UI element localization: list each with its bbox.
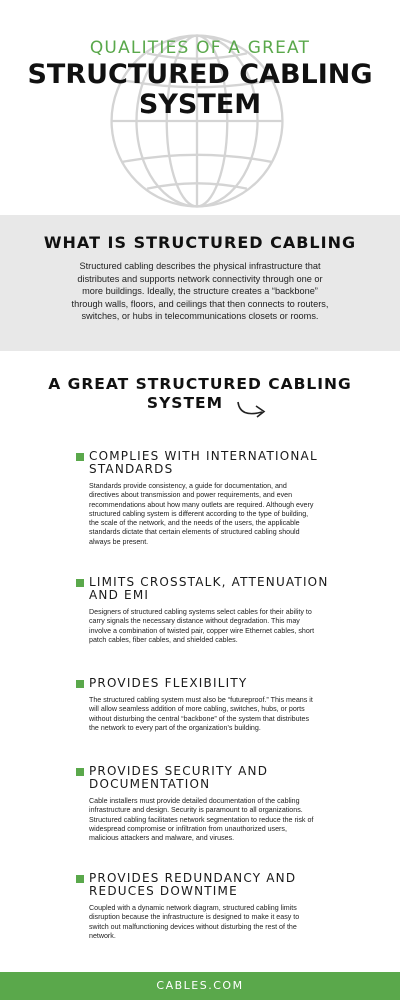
quality-title: PROVIDES FLEXIBILITY	[89, 676, 248, 690]
page-title	[0, 60, 400, 120]
title-line-2: SYSTEM	[138, 89, 262, 120]
quality-title: PROVIDES SECURITY AND DOCUMENTATION	[89, 764, 269, 791]
quality-body: Standards provide consistency, a guide for documentation, and directives about transmission and power requirements, and even recommendations about how many outlets are required. Although every structured cabling system is different according to the type of building, the scale of the network, and the needs of the users, the applicable standards dictate that certain elements of structured cabling should always be present.	[89, 482, 314, 546]
square-bullet-icon	[76, 680, 84, 688]
quality-title: LIMITS CROSSTALK, ATTENUATION AND EMI	[89, 575, 329, 602]
quality-item-redundancy	[76, 872, 331, 941]
great-heading-line-1: A GREAT STRUCTURED CABLING	[48, 375, 352, 393]
what-is-body: Structured cabling describes the physical infrastructure that distributes and supports network connectivity through one or more buildings. Ideally, the structure creates a “backbone” through walls, floors, and ceilings that then connects to routers, switches, or hubs in telecommunications closets or rooms.	[71, 261, 329, 322]
square-bullet-icon	[76, 768, 84, 776]
footer-brand: CABLES.COM	[0, 972, 400, 1000]
hero-header	[0, 0, 400, 215]
great-heading	[30, 375, 370, 413]
quality-title: PROVIDES REDUNDANCY AND REDUCES DOWNTIME	[89, 871, 297, 898]
square-bullet-icon	[76, 875, 84, 883]
curved-arrow-icon	[236, 396, 270, 422]
what-is-heading: WHAT IS STRUCTURED CABLING	[43, 233, 357, 252]
quality-item-security	[76, 765, 331, 843]
title-line-1: STRUCTURED CABLING	[27, 59, 373, 90]
quality-body: Cable installers must provide detailed documentation of the cabling infrastructure and design. Security is paramount to all organizations. Structured cabling facilitates network segmentation to reduce the risk of widespread compromise or infiltration from unauthorized users, malicious attackers and malware, and viruses.	[89, 797, 314, 843]
hero-eyebrow: QUALITIES OF A GREAT	[89, 38, 311, 58]
great-heading-line-2: SYSTEM	[146, 394, 224, 412]
quality-body: Coupled with a dynamic network diagram, structured cabling limits disruption because the infrastructure is designed to make it easy to switch out malfunctioning devices without disturbing the rest of the network.	[89, 904, 300, 940]
quality-body: The structured cabling system must also be “futureproof.” This means it will allow seamless addition of more cabling, switches, hubs, or ports without disturbing the central “backbone” of the system that distributes the network to every part of the organization’s building.	[89, 696, 313, 732]
quality-body: Designers of structured cabling systems select cables for their ability to carry signals the necessary distance without degradation. This may involve a combination of twisted pair, copper wire Ethernet cables, short patch cables, fiber cables, and shielded cables.	[89, 608, 315, 644]
square-bullet-icon	[76, 453, 84, 461]
what-is-section	[0, 215, 400, 351]
quality-item-flexibility	[76, 677, 331, 733]
quality-title: COMPLIES WITH INTERNATIONAL STANDARDS	[89, 449, 318, 476]
quality-item-standards	[76, 450, 331, 547]
square-bullet-icon	[76, 579, 84, 587]
quality-item-crosstalk	[76, 576, 331, 645]
